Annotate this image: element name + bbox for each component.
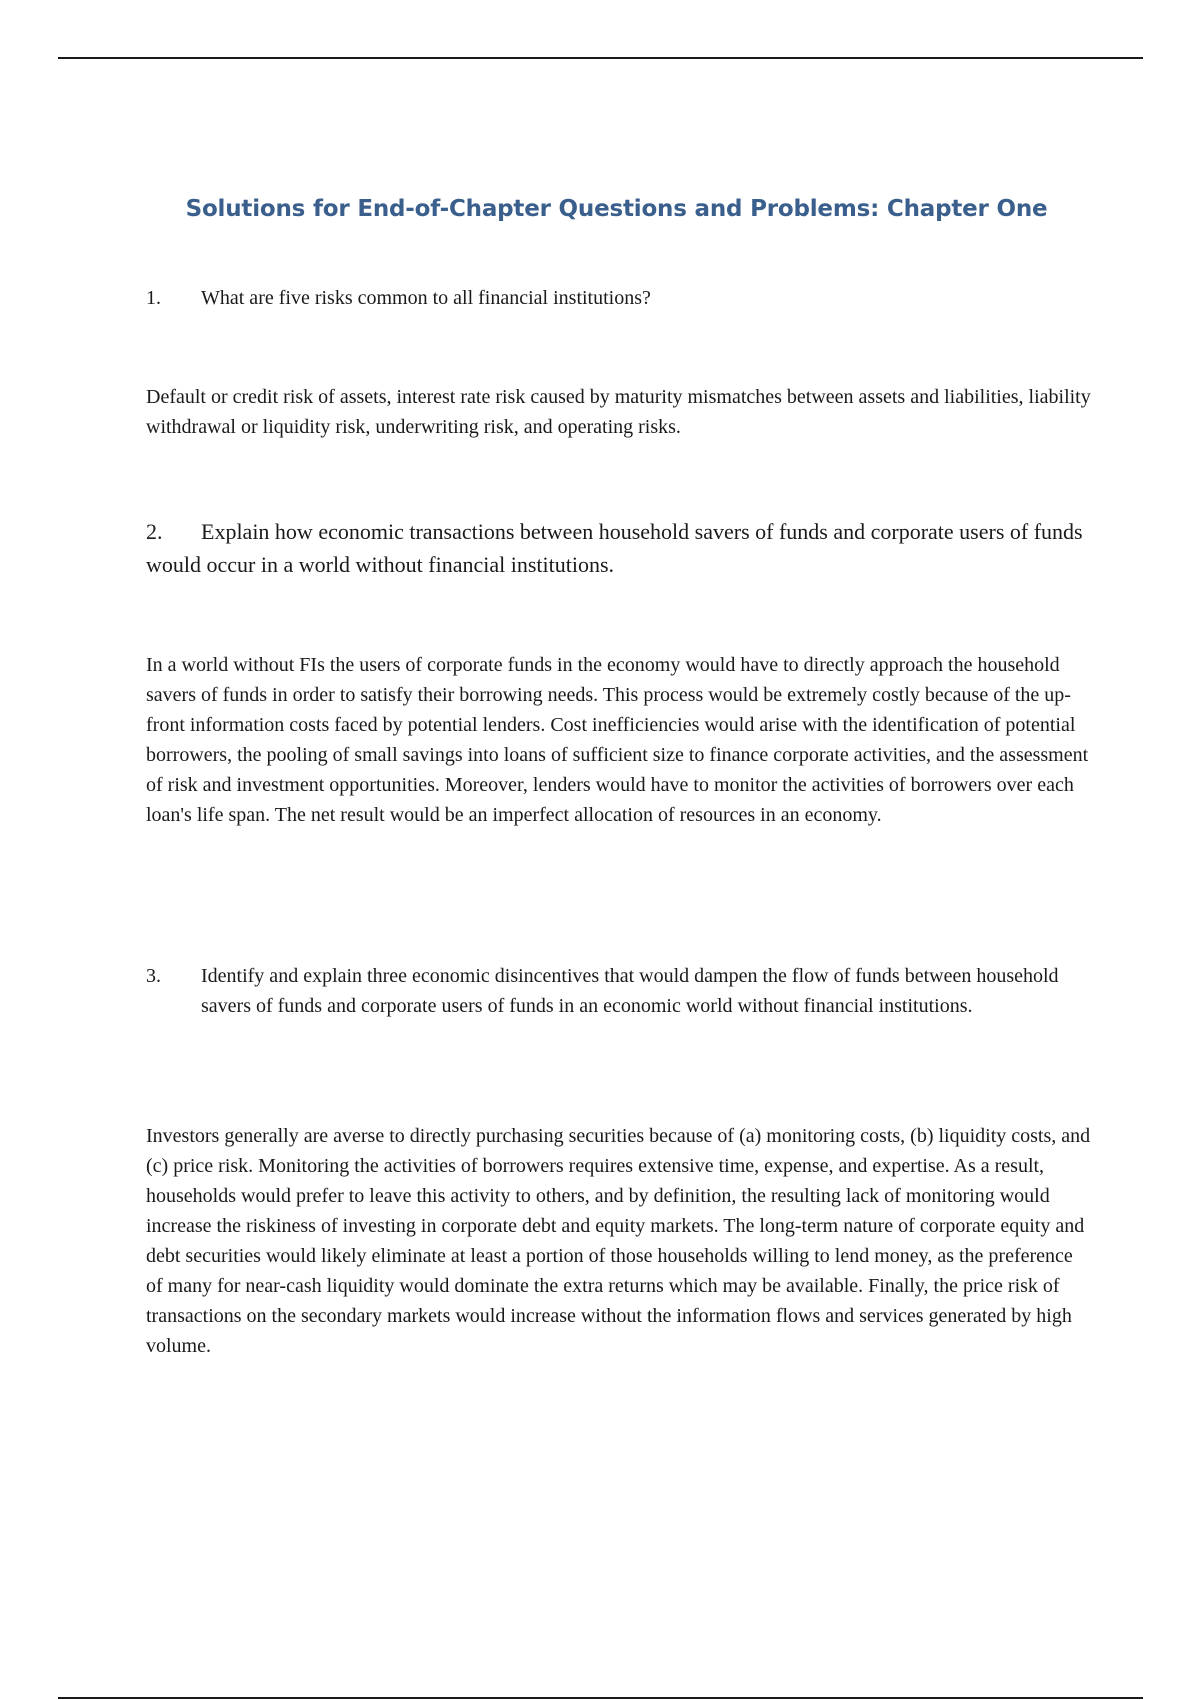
answer-2: In a world without FIs the users of corporate funds in the economy would have to directly approach the household savers of funds in order to satisfy their borrowing needs. This process would be extremely costly because of the up-front information costs faced by potential lenders. Cost inefficiencies would arise with the identification of potential borrowers, the pooling of small savings into loans of sufficient size to finance corporate activities, and the assessment of risk and investment opportunities. Moreover, lenders would have to monitor the activities of borrowers over each loan's life span. The net result would be an imperfect allocation of resources in an economy. [146, 654, 1089, 826]
header-rule [58, 57, 1143, 59]
question-1-text: What are five risks common to all financial institutions? [201, 287, 651, 309]
question-2 [146, 515, 1091, 581]
question-3-text: Identify and explain three economic disincentives that would dampen the flow of funds between household savers of funds and corporate users of funds in an economic world without financial institutions. [201, 965, 1059, 1017]
answer-3: Investors generally are averse to directly purchasing securities because of (a) monitoring costs, (b) liquidity costs, and (c) price risk. Monitoring the activities of borrowers requires extensive time, expense, and expertise. As a result, households would prefer to leave this activity to others, and by definition, the resulting lack of monitoring would increase the riskiness of investing in corporate debt and equity markets. The long-term nature of corporate equity and debt securities would likely eliminate at least a portion of those households willing to lend money, as the preference of many for near-cash liquidity would dominate the extra returns which may be available. Finally, the price risk of transactions on the secondary markets would increase without the information flows and services generated by high volume. [146, 1125, 1091, 1357]
question-3-number: 3. [146, 965, 161, 987]
question-2-number: 2. [146, 519, 163, 544]
question-2-text: Explain how economic transactions between household savers of funds and corporate users of funds would occur in a world without financial institutions. [146, 519, 1083, 577]
question-1 [146, 283, 1091, 313]
question-3 [146, 961, 1091, 1021]
footer-rule [58, 1697, 1143, 1699]
page-title: Solutions for End-of-Chapter Questions and Problems: Chapter One [185, 196, 1048, 222]
question-1-number: 1. [146, 287, 161, 309]
answer-1: Default or credit risk of assets, interest rate risk caused by maturity mismatches between assets and liabilities, liability withdrawal or liquidity risk, underwriting risk, and operating risks. [146, 386, 1091, 438]
